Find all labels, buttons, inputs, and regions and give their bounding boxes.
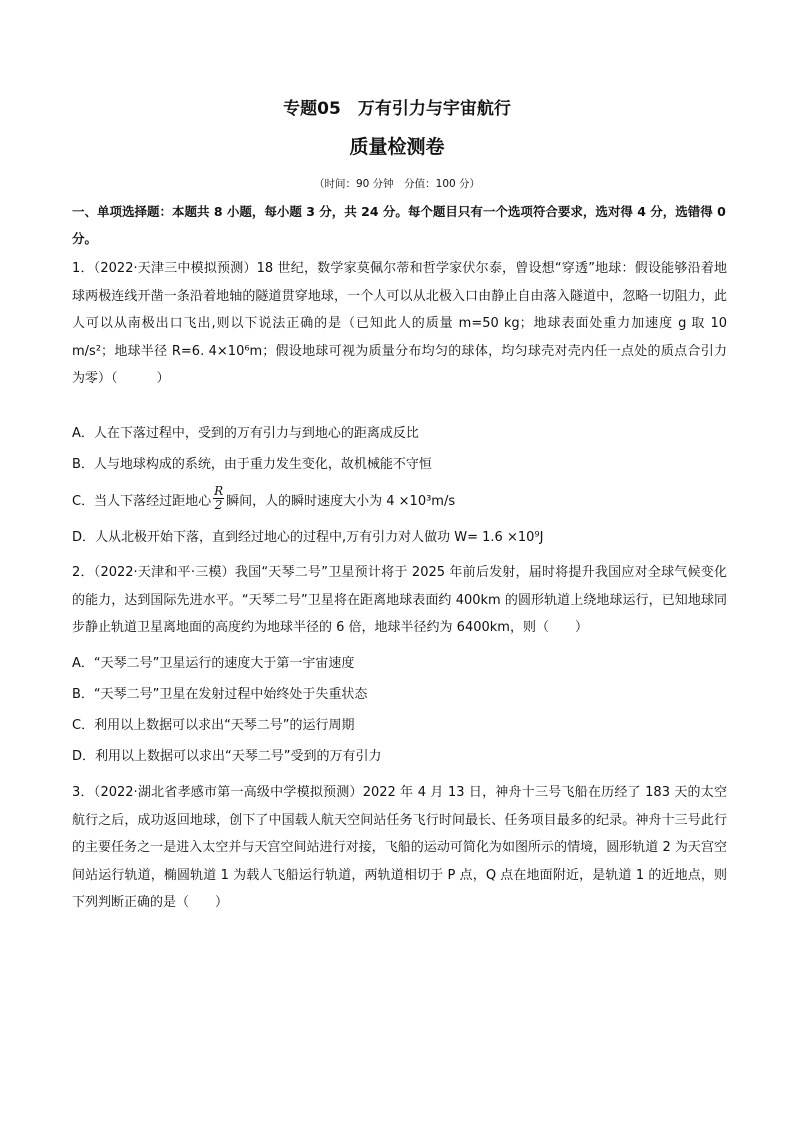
question-2-option-d: D．利用以上数据可以求出“天琴二号”受到的万有引力 <box>72 749 382 764</box>
question-1-option-a: A．人在下落过程中，受到的万有引力与到地心的距离成反比 <box>72 426 419 441</box>
document-title: 专题05 万有引力与宇宙航行 <box>283 99 511 119</box>
question-3-stem: 3．（2022·湖北省孝感市第一高级中学模拟预测）2022 年 4 月 13 日，神舟十三号飞船在历经了 183 天的太空航行之后，成功返回地球，创下了中国载人航天空间站任务飞行时间最长、任务项目最多的纪录。神舟十三号此行的主要任务之一是进入太空并与天宫空间站进行对接，飞船的运动可简化为如图所示的情境，圆形轨道 2 为天宫空间站运行轨道，椭圆轨道 1 为载人飞船运行轨道，两轨道相切于 P 点，Q 点在地面附近，是轨道 1 的近地点，则下列判断正确的是（ ） <box>72 785 727 911</box>
fraction-denominator: 2 <box>214 498 223 512</box>
question-1-option-c <box>72 484 727 515</box>
question-2-option-b: B．“天琴二号”卫星在发射过程中始终处于失重状态 <box>72 687 368 702</box>
question-1-option-d: D．人从北极开始下落，直到经过地心的过程中,万有引力对人做功 W= 1.6 ×10⁹J <box>72 530 544 545</box>
question-1-stem: 1．（2022·天津三中模拟预测）18 世纪，数学家莫佩尔蒂和哲学家伏尔泰，曾设想“穿透”地球：假设能够沿着地球两极连线开凿一条沿着地轴的隧道贯穿地球，一个人可以从北极入口由静止自由落入隧道中，忽略一切阻力，此人可以从南极出口飞出,则以下说法正确的是（已知此人的质量 m=50 kg；地球表面处重力加速度 g 取 10 m/s²；地球半径 R=6. 4×10⁶m；假设地球可视为质量分布均匀的球体，均匀球壳对壳内任一点处的质点合引力为零）（ ） <box>72 261 727 387</box>
fraction-numerator: R <box>214 484 224 498</box>
fraction-r-over-2 <box>213 485 224 512</box>
question-1-option-b: B．人与地球构成的系统，由于重力发生变化，故机械能不守恒 <box>72 457 432 472</box>
question-2-option-c: C．利用以上数据可以求出“天琴二号”的运行周期 <box>72 718 355 733</box>
question-2-stem: 2．（2022·天津和平·三模）我国“天琴二号”卫星预计将于 2025 年前后发射，届时将提升我国应对全球气候变化的能力，达到国际先进水平。“天琴二号”卫星将在距离地球表面约 400km 的圆形轨道上绕地球运行，已知地球同步静止轨道卫星离地面的高度约为地球半径的 6 倍，地球半径约为 6400km，则（ ） <box>72 565 727 636</box>
section-heading: 一、单项选择题：本题共 8 小题，每小题 3 分，共 24 分。每个题目只有一个选项符合要求，选对得 4 分，选错得 0 分。 <box>72 204 726 246</box>
option-c-text-before: C．当人下落经过距地心 <box>72 494 212 509</box>
option-c-text-after: 瞬间，人的瞬时速度大小为 4 ×10³m/s <box>226 494 456 509</box>
exam-meta: （时间：90 分钟 分值：100 分） <box>313 178 481 190</box>
question-2-option-a: A．“天琴二号”卫星运行的速度大于第一宇宙速度 <box>72 656 355 671</box>
document-subtitle: 质量检测卷 <box>349 136 445 158</box>
